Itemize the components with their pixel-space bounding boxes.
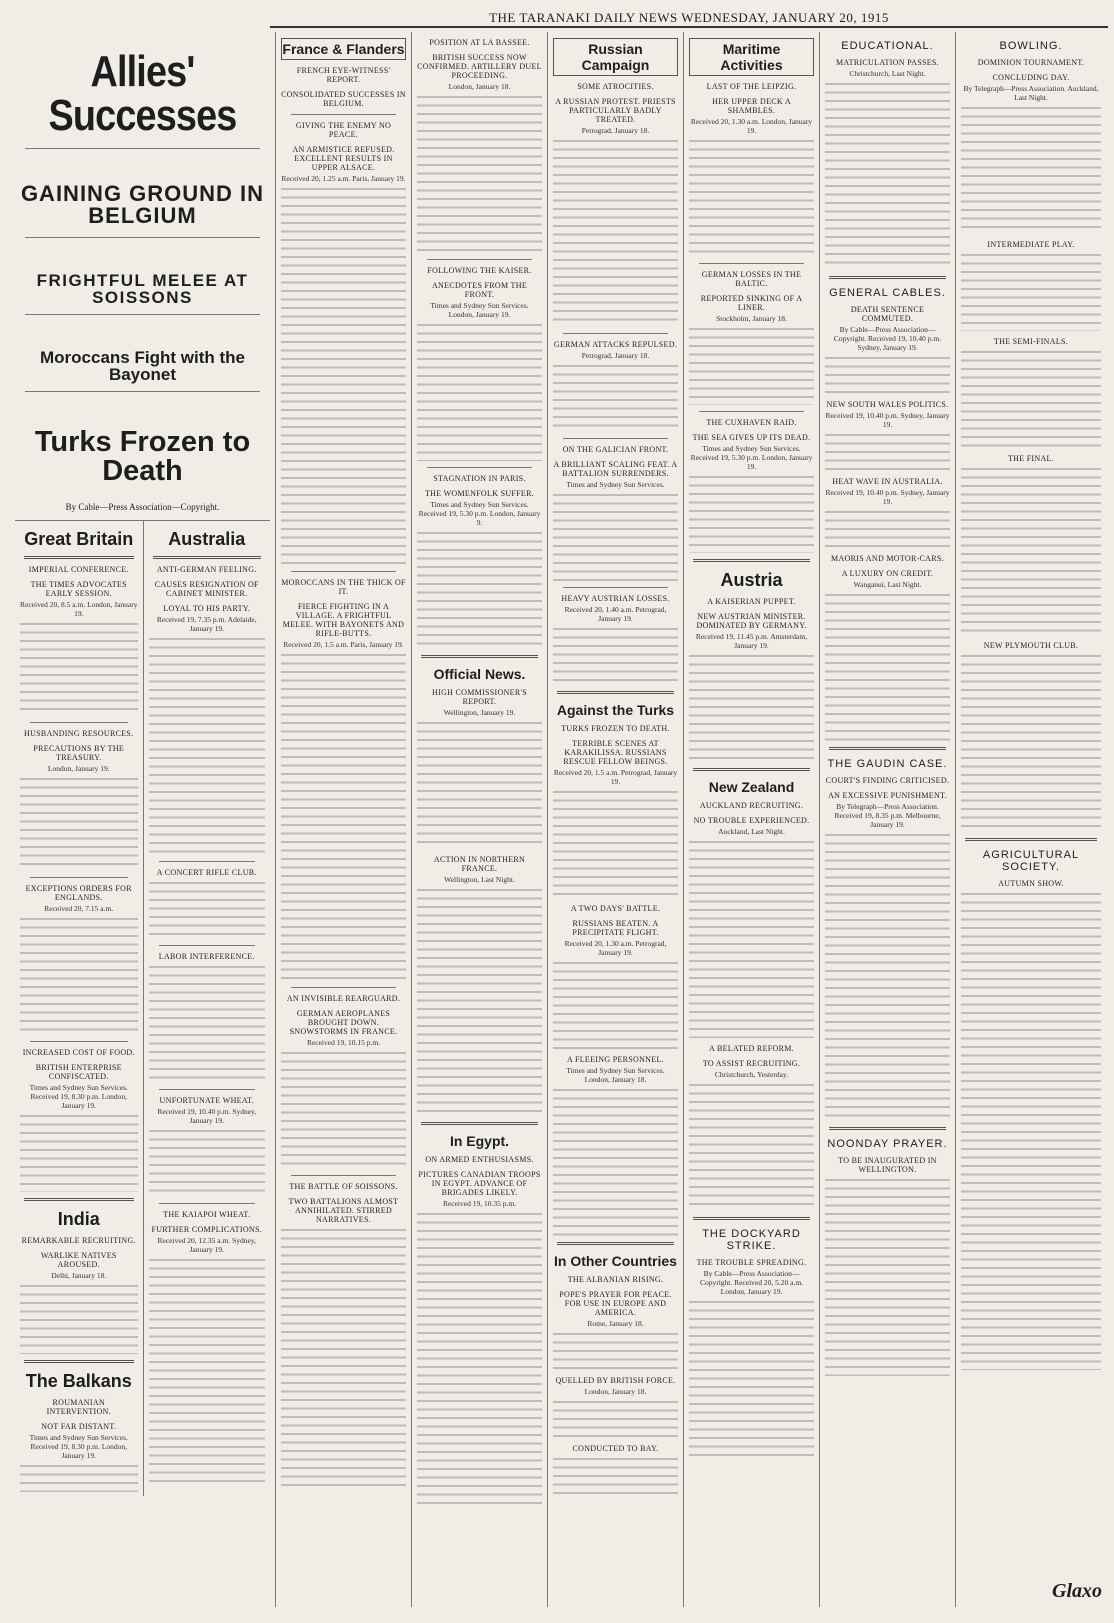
article-head: THE ALBANIAN RISING. — [567, 1275, 664, 1284]
article-subhead: TO ASSIST RECRUITING. — [702, 1059, 801, 1068]
article-dateline: Wanganui, Last Night. — [853, 580, 922, 589]
article-head: IMPERIAL CONFERENCE. — [28, 565, 129, 574]
article-subhead: CONCLUDING DAY. — [992, 73, 1070, 82]
article-head: ACTION IN NORTHERN FRANCE. — [433, 855, 526, 873]
section-heading-against-turks: Against the Turks — [556, 702, 675, 718]
article-dateline: Petrograd, January 18. — [581, 126, 650, 135]
article-subhead: CONSOLIDATED SUCCESSES IN BELGIUM. — [281, 90, 406, 108]
article-head: CONDUCTED TO BAY. — [572, 1444, 659, 1453]
article-dateline: Times and Sydney Sun Services. Received 19, 5.30 p.m. London, January 9. — [418, 500, 541, 527]
article-head: EXCEPTIONS ORDERS FOR ENGLANDS. — [25, 884, 132, 902]
section-heading-dockyard-strike: THE DOCKYARD STRIKE. — [702, 1228, 801, 1252]
headline-turks-frozen: Turks Frozen to Death — [34, 426, 251, 487]
section-heading-egypt: In Egypt. — [449, 1133, 510, 1149]
article-dateline: Rome, January 18. — [587, 1319, 644, 1328]
article-dateline: Received 19, 11.45 p.m. Amsterdam, January 19. — [695, 632, 808, 650]
section-heading-new-zealand: New Zealand — [708, 779, 795, 795]
article-head: INTERMEDIATE PLAY. — [987, 240, 1075, 249]
subcolumns — [15, 520, 270, 1496]
section-heading-france-flanders: France & Flanders — [281, 38, 406, 60]
article-dateline: Received 20, 1.30 a.m. Petrograd, January 19. — [564, 939, 667, 957]
article-head: ON ARMED ENTHUSIASMS. — [425, 1155, 534, 1164]
headline-moroccans: Moroccans Fight with the Bayonet — [40, 348, 245, 384]
column-war-summary — [10, 32, 276, 1607]
article-dateline: Times and Sydney Sun Services. London, January 19. — [430, 301, 529, 319]
article-head: A BELATED REFORM. — [709, 1044, 794, 1053]
article-subhead: FIERCE FIGHTING IN A VILLAGE. A FRIGHTFUL MELEE. WITH BAYONETS AND RIFLE-BUTTS. — [282, 602, 405, 638]
article-head: NO TROUBLE EXPERIENCED. — [693, 816, 810, 825]
headline-allies-successes: Allies' Successes — [48, 47, 237, 140]
article-subhead: PRECAUTIONS BY THE TREASURY. — [33, 744, 125, 762]
glaxo-advertisement: Glaxo — [1052, 1580, 1102, 1602]
article-dateline: Received 20, 1.30 a.m. London, January 19. — [690, 117, 813, 135]
article-head: A CONCERT RIFLE CLUB. — [156, 868, 257, 877]
section-heading-official-news: Official News. — [433, 666, 526, 682]
article-head: REMARKABLE RECRUITING. — [21, 1236, 136, 1245]
article-subhead: PICTURES CANADIAN TROOPS IN EGYPT. ADVANCE OF BRIGADES LIKELY. — [418, 1170, 541, 1197]
article-dateline: Received 20, 1.5 a.m. Petrograd, January 19. — [553, 768, 678, 786]
article-head: GIVING THE ENEMY NO PEACE. — [295, 121, 392, 139]
article-head: FOLLOWING THE KAISER. — [427, 266, 532, 275]
article-dateline: Received 19, 10.40 p.m. Sydney, January 19. — [825, 411, 950, 429]
article-dateline: Times and Sydney Sun Services. Received 19, 8.30 p.m. London, January 19. — [29, 1083, 128, 1110]
article-head: COURT'S FINDING CRITICISED. — [825, 776, 950, 785]
article-subhead: A RUSSIAN PROTEST. PRIESTS PARTICULARLY BADLY TREATED. — [555, 97, 676, 124]
section-heading-gaudin-case: THE GAUDIN CASE. — [827, 758, 948, 770]
article-head: STAGNATION IN PARIS. — [433, 474, 526, 483]
column-position-la-bassee — [412, 32, 548, 1607]
article-subhead: A LUXURY ON CREDIT. — [841, 569, 934, 578]
article-subhead: BRITISH ENTERPRISE CONFISCATED. — [35, 1063, 122, 1081]
article-dateline: Times and Sydney Sun Services. Received 19, 5.30 p.m. London, January 19. — [690, 444, 813, 471]
article-dateline: Received 19, 7.35 p.m. Adelaide, January 19. — [156, 615, 257, 633]
article-dateline: London, January 18. — [584, 1387, 647, 1396]
article-subhead: CAUSES RESIGNATION OF CABINET MINISTER. — [154, 580, 259, 598]
article-head: THE KAIAPOI WHEAT. — [163, 1210, 251, 1219]
article-head: A TWO DAYS' BATTLE. — [570, 904, 661, 913]
section-heading-bowling: BOWLING. — [999, 40, 1063, 52]
article-head: AUCKLAND RECRUITING. — [699, 801, 804, 810]
section-heading-austria: Austria — [720, 570, 783, 590]
article-dateline: Received 19, 10.40 p.m. Sydney, January 19. — [825, 488, 950, 506]
credit-line: By Cable—Press Association—Copyright. — [65, 502, 220, 512]
article-dateline: By Cable—Press Association—Copyright. Received 20, 5.20 a.m. London, January 19. — [699, 1269, 804, 1296]
columns — [10, 32, 1108, 1607]
article-subhead: AN EXCESSIVE PUNISHMENT. — [828, 791, 947, 800]
article-head: INCREASED COST OF FOOD. — [22, 1048, 135, 1057]
article-subhead: ANECDOTES FROM THE FRONT. — [431, 281, 528, 299]
section-heading-india: India — [57, 1209, 100, 1229]
article-dateline: Received 20, 12.35 a.m. Sydney, January 19. — [157, 1236, 256, 1254]
article-head: SOME ATROCITIES. — [577, 82, 654, 91]
article-dateline: Received 19, 10.35 p.m. — [442, 1199, 517, 1208]
article-subhead: A BRILLIANT SCALING FEAT. A BATTALION SURRENDERS. — [553, 460, 678, 478]
article-head: MOROCCANS IN THE THICK OF IT. — [281, 578, 406, 596]
article-head: TURKS FROZEN TO DEATH. — [561, 724, 670, 733]
column-educational — [820, 32, 956, 1607]
article-head: LOYAL TO HIS PARTY. — [163, 604, 251, 613]
article-head: GERMAN LOSSES IN THE BALTIC. — [701, 270, 802, 288]
article-subhead: NOT FAR DISTANT. — [41, 1422, 117, 1431]
article-dateline: Received 20, 8.5 a.m. London, January 19. — [20, 600, 138, 618]
column-france-flanders — [276, 32, 412, 1607]
article-dateline: Times and Sydney Sun Services. — [566, 480, 665, 489]
article-dateline: Received 19, 10.15 p.m. — [306, 1038, 381, 1047]
subcol-right — [143, 521, 271, 1496]
article-dateline: By Cable—Press Association—Copyright. Received 19, 10.40 p.m. Sydney, January 19. — [833, 325, 942, 352]
article-head: UNFORTUNATE WHEAT. — [159, 1096, 254, 1105]
article-dateline: Wellington, Last Night. — [444, 875, 515, 884]
article-subhead: POPE'S PRAYER FOR PEACE. FOR USE IN EUROPE AND AMERICA. — [559, 1290, 672, 1317]
column-bowling — [956, 32, 1106, 1607]
article-dateline: Auckland, Last Night. — [718, 827, 785, 836]
article-head: FRENCH EYE-WITNESS' REPORT. — [296, 66, 391, 84]
headline-frightful-melee: FRIGHTFUL MELEE AT SOISSONS — [36, 271, 249, 307]
article-subhead: THE WOMENFOLK SUFFER. — [424, 489, 535, 498]
article-dateline: London, January 19. — [47, 764, 110, 773]
article-head: HEAT WAVE IN AUSTRALIA. — [832, 477, 943, 486]
article-dateline: Received 20, 7.15 a.m. — [44, 904, 114, 913]
masthead-title: THE TARANAKI DAILY NEWS WEDNESDAY, JANUARY 20, 1915 — [489, 10, 889, 25]
article-dateline: By Telegraph—Press Association. Received 19, 8.35 p.m. Melbourne, January 19. — [834, 802, 941, 829]
section-heading-maritime: Maritime Activities — [689, 38, 814, 76]
article-dateline: Delhi, January 18. — [51, 1271, 107, 1280]
article-subhead: HER UPPER DECK A SHAMBLES. — [712, 97, 791, 115]
article-dateline: Christchurch, Last Night. — [849, 69, 926, 78]
section-heading-noonday-prayer: NOONDAY PRAYER. — [827, 1138, 948, 1150]
article-subhead: NEW AUSTRIAN MINISTER. DOMINATED BY GERMANY. — [696, 612, 807, 630]
article-subhead: REPORTED SINKING OF A LINER. — [700, 294, 803, 312]
article-head: LABOR INTERFERENCE. — [158, 952, 255, 961]
article-head: A KAISERIAN PUPPET. — [707, 597, 796, 606]
article-dateline: Times and Sydney Sun Services. London, January 18. — [566, 1066, 665, 1084]
article-head: GERMAN ATTACKS REPULSED. — [553, 340, 678, 349]
article-dateline: Stockholm, January 18. — [716, 314, 787, 323]
article-head: ANTI-GERMAN FEELING. — [156, 565, 257, 574]
section-heading-general-cables: GENERAL CABLES. — [829, 287, 946, 299]
article-head: THE TROUBLE SPREADING. — [696, 1258, 807, 1267]
article-head: LAST OF THE LEIPZIG. — [706, 82, 797, 91]
article-head: HEAVY AUSTRIAN LOSSES. — [561, 594, 670, 603]
article-dateline: Received 19, 10.40 p.m. Sydney, January 19. — [157, 1107, 257, 1125]
article-head: DOMINION TOURNAMENT. — [977, 58, 1085, 67]
article-dateline: Received 20, 1.25 a.m. Paris, January 19. — [281, 174, 406, 183]
article-subhead: RUSSIANS BEATEN. A PRECIPITATE FLIGHT. — [572, 919, 659, 937]
article-head: ON THE GALICIAN FRONT. — [562, 445, 669, 454]
article-head: MAORIS AND MOTOR-CARS. — [831, 554, 944, 563]
article-dateline: London, January 18. — [448, 82, 511, 91]
masthead — [270, 4, 1108, 28]
article-head: QUELLED BY BRITISH FORCE. — [555, 1376, 676, 1385]
article-dateline: Wellington, January 19. — [443, 708, 516, 717]
article-head: TO BE INAUGURATED IN WELLINGTON. — [838, 1156, 937, 1174]
headline-gaining-ground: GAINING GROUND IN BELGIUM — [20, 181, 265, 228]
section-heading-balkans: The Balkans — [25, 1371, 132, 1391]
article-dateline: Petrograd, January 18. — [581, 351, 650, 360]
article-subhead: WARLIKE NATIVES AROUSED. — [40, 1251, 117, 1269]
section-heading-agricultural-society: AGRICULTURAL SOCIETY. — [982, 849, 1080, 873]
section-heading-educational: EDUCATIONAL. — [841, 40, 934, 52]
article-head: AN INVISIBLE REARGUARD. — [286, 994, 401, 1003]
article-dateline: Received 20, 1.5 a.m. Paris, January 19. — [283, 640, 404, 649]
article-head: THE CUXHAVEN RAID. — [706, 418, 797, 427]
article-head: POSITION AT LA BASSEE. — [429, 38, 530, 47]
article-subhead: TWO BATTALIONS ALMOST ANNIHILATED. STIRRED NARRATIVES. — [288, 1197, 399, 1224]
article-head: AUTUMN SHOW. — [998, 879, 1064, 888]
article-head: HUSBANDING RESOURCES. — [24, 729, 134, 738]
article-subhead: AN ARMISTICE REFUSED. EXCELLENT RESULTS IN UPPER ALSACE. — [292, 145, 395, 172]
article-head: A FLEEING PERSONNEL. — [567, 1055, 664, 1064]
article-subhead: THE TIMES ADVOCATES EARLY SESSION. — [30, 580, 127, 598]
section-heading-russian-campaign: Russian Campaign — [553, 38, 678, 76]
column-russian-campaign — [548, 32, 684, 1607]
article-head: NEW PLYMOUTH CLUB. — [983, 641, 1079, 650]
section-heading-great-britain: Great Britain — [24, 529, 134, 549]
article-dateline: Received 20, 1.40 a.m. Petrograd, January 19. — [564, 605, 667, 623]
article-dateline: Christchurch, Yesterday. — [714, 1070, 789, 1079]
article-head: ROUMANIAN INTERVENTION. — [46, 1398, 111, 1416]
article-head: MATRICULATION PASSES. — [836, 58, 939, 67]
article-subhead: BRITISH SUCCESS NOW CONFIRMED. ARTILLERY DUEL PROCEEDING. — [417, 53, 542, 80]
article-subhead: GERMAN AEROPLANES BROUGHT DOWN. SNOWSTORMS IN FRANCE. — [289, 1009, 398, 1036]
subcol-left — [15, 521, 143, 1496]
article-dateline: Times and Sydney Sun Services. Received 19, 8.30 p.m. London, January 19. — [29, 1433, 128, 1460]
article-head: NEW SOUTH WALES POLITICS. — [826, 400, 949, 409]
section-heading-australia: Australia — [168, 529, 246, 549]
article-head: DEATH SENTENCE COMMUTED. — [850, 305, 925, 323]
article-head: THE BATTLE OF SOISSONS. — [289, 1182, 398, 1191]
article-head: THE SEMI-FINALS. — [993, 337, 1069, 346]
article-head: THE FINAL. — [1007, 454, 1055, 463]
section-heading-other-countries: In Other Countries — [554, 1253, 677, 1269]
article-dateline: By Telegraph—Press Association. Auckland, Last Night. — [963, 84, 1099, 102]
article-head: HIGH COMMISSIONER'S REPORT. — [432, 688, 527, 706]
article-subhead: THE SEA GIVES UP ITS DEAD. — [692, 433, 811, 442]
article-subhead: FURTHER COMPLICATIONS. — [151, 1225, 263, 1234]
article-subhead: TERRIBLE SCENES AT KARAKILISSA. RUSSIANS RESCUE FELLOW BEINGS. — [563, 739, 668, 766]
column-maritime — [684, 32, 820, 1607]
